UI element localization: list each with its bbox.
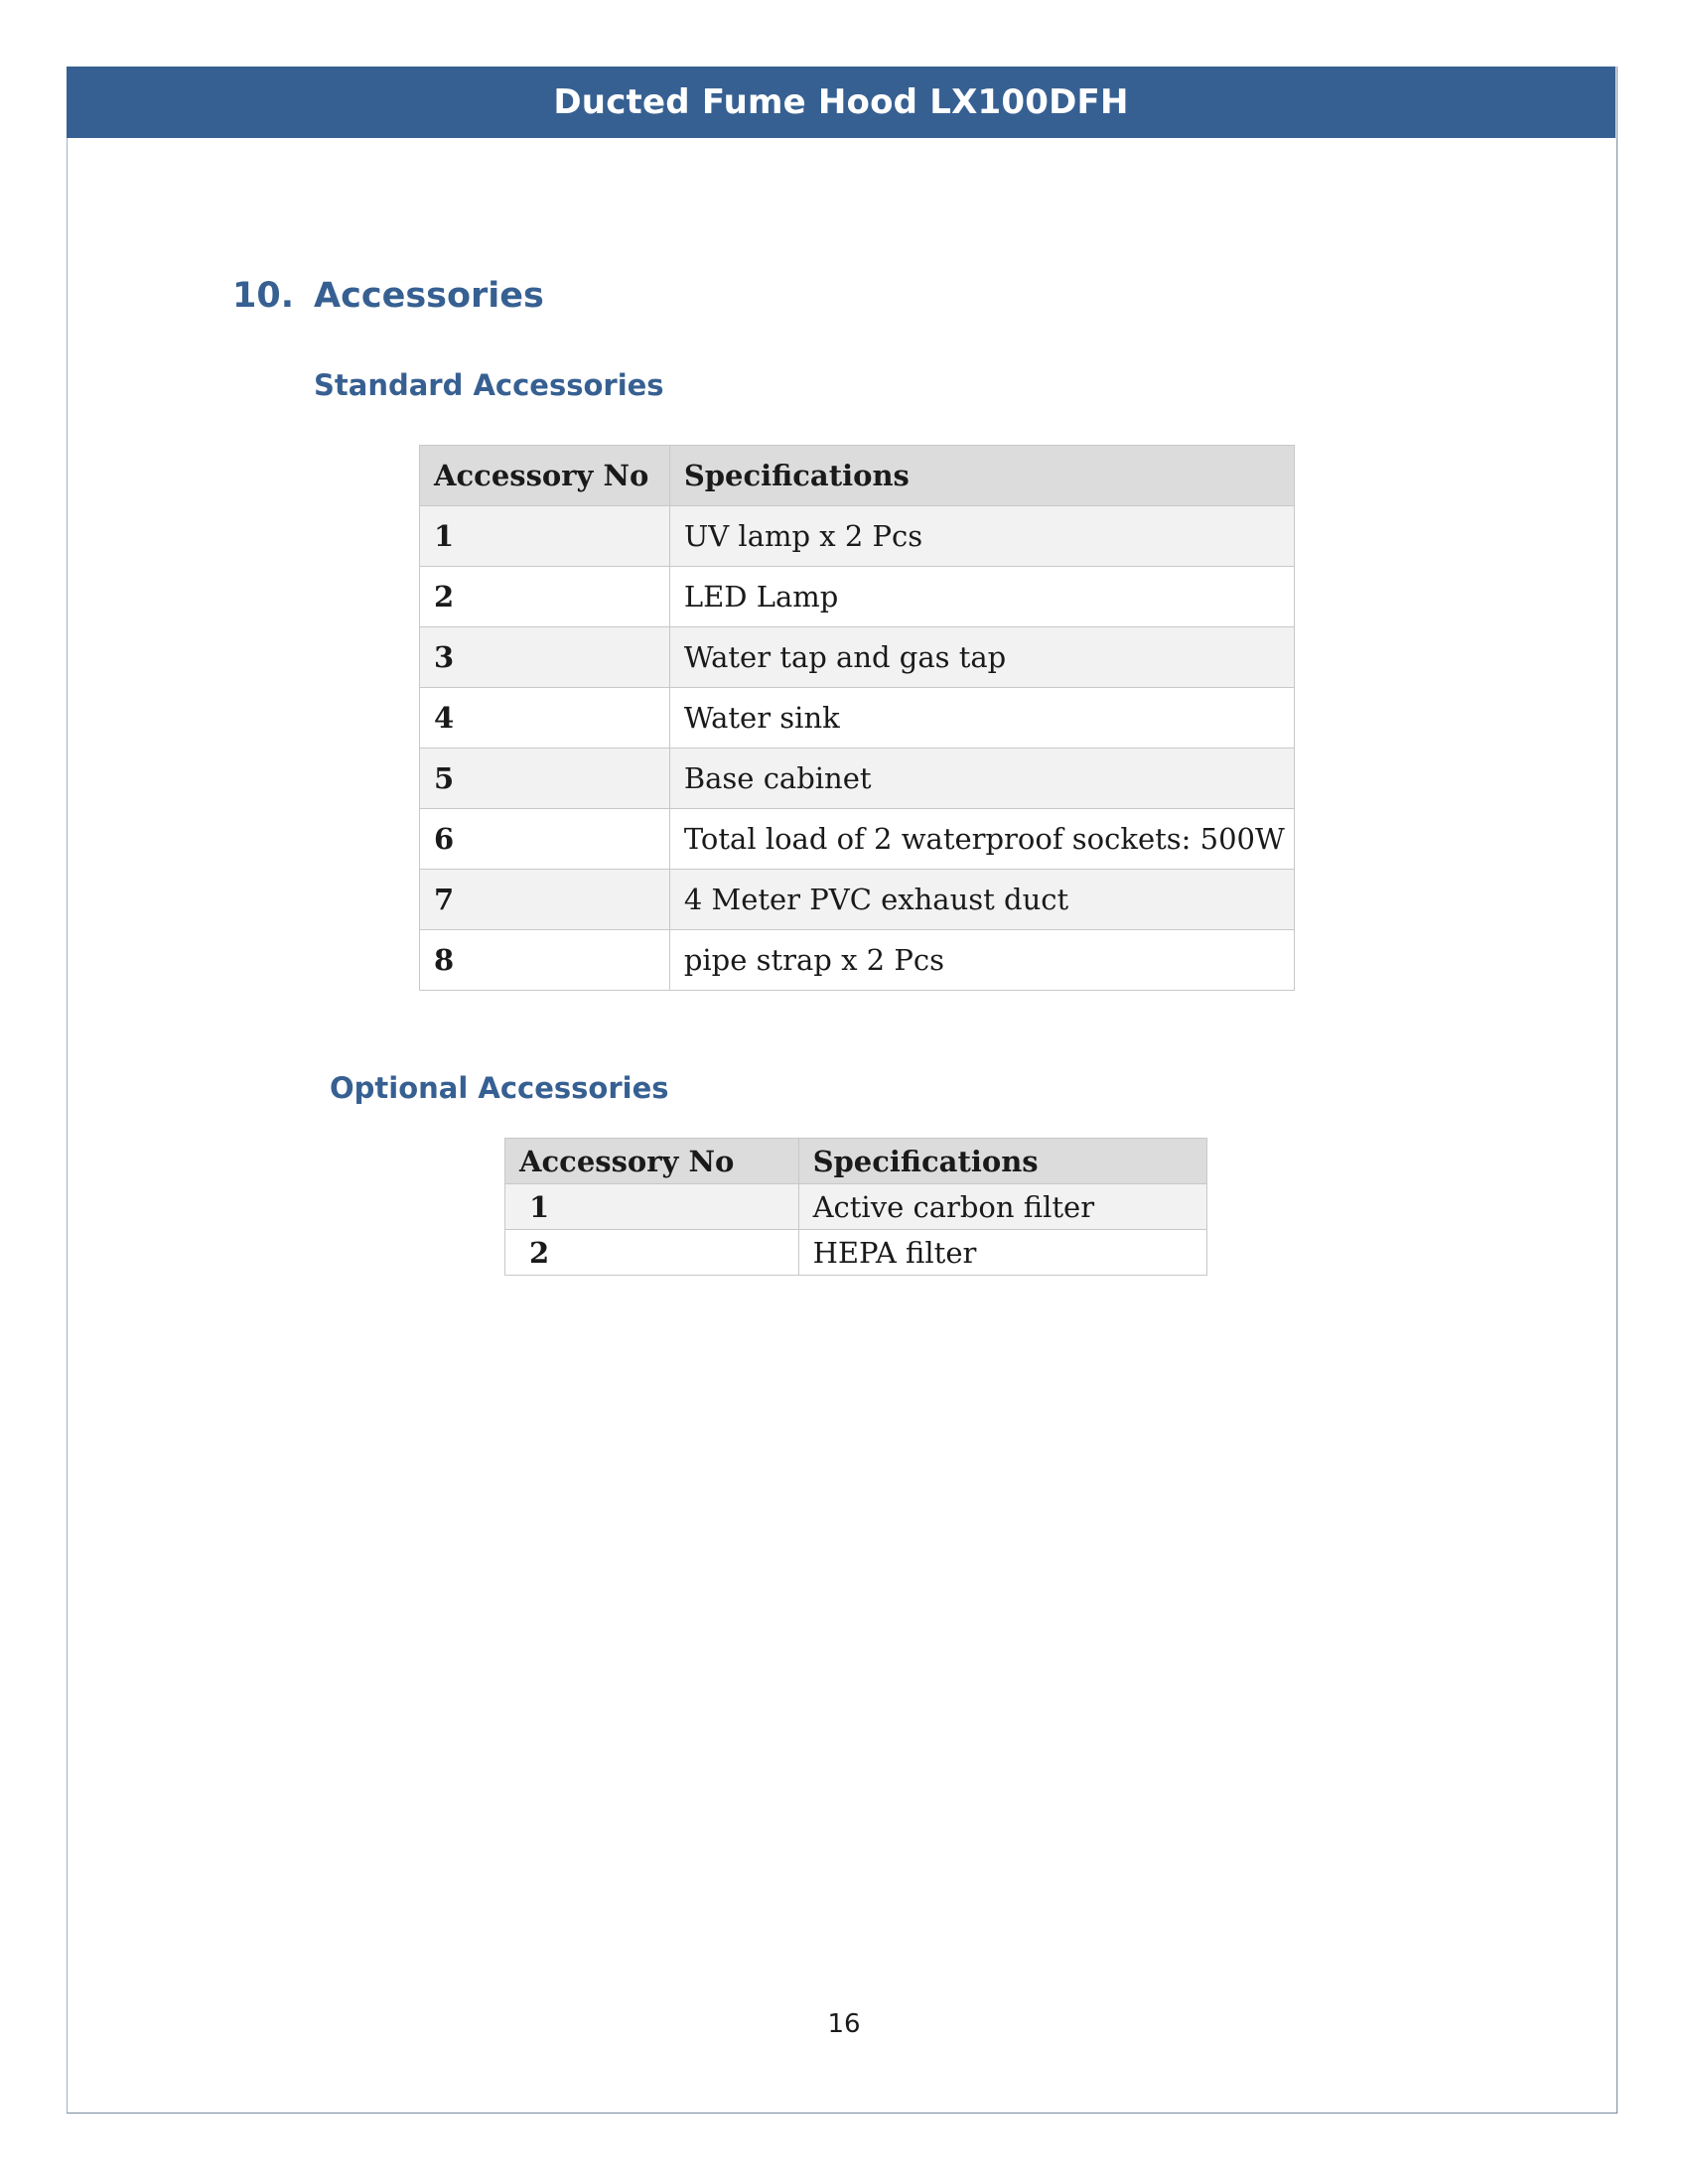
accessory-no-cell: 4 [420, 688, 670, 749]
column-header-specifications: Specifications [669, 446, 1294, 506]
specification-cell: Active carbon filter [798, 1184, 1206, 1230]
optional-accessories-table [504, 1138, 1207, 1276]
accessory-no-cell: 2 [420, 567, 670, 627]
specification-cell: 4 Meter PVC exhaust duct [669, 870, 1294, 930]
document-title: Ducted Fume Hood LX100DFH [553, 82, 1129, 122]
column-header-accessory-no: Accessory No [420, 446, 670, 506]
specification-cell: Water sink [669, 688, 1294, 749]
table-header-row [420, 446, 1295, 506]
table-row [420, 870, 1295, 930]
table-row [420, 627, 1295, 688]
column-header-accessory-no: Accessory No [505, 1139, 799, 1184]
standard-accessories-table [419, 445, 1295, 991]
table-row [420, 930, 1295, 991]
table-row [420, 567, 1295, 627]
accessory-no-cell: 1 [505, 1184, 799, 1230]
specification-cell: Total load of 2 waterproof sockets: 500W [669, 809, 1294, 870]
table-row [420, 809, 1295, 870]
table-header-row [505, 1139, 1207, 1184]
table-row [505, 1230, 1207, 1276]
table-row [420, 506, 1295, 567]
section-heading [232, 276, 544, 316]
specification-cell: Base cabinet [669, 749, 1294, 809]
accessory-no-cell: 3 [420, 627, 670, 688]
specification-cell: UV lamp x 2 Pcs [669, 506, 1294, 567]
accessory-no-cell: 1 [420, 506, 670, 567]
specification-cell: LED Lamp [669, 567, 1294, 627]
page-number: 16 [827, 2009, 861, 2039]
page-frame [67, 67, 1618, 2114]
accessory-no-cell: 2 [505, 1230, 799, 1276]
table-row [420, 688, 1295, 749]
accessory-no-cell: 5 [420, 749, 670, 809]
section-number: 10. [232, 276, 295, 316]
optional-accessories-heading: Optional Accessories [330, 1071, 669, 1105]
section-title: Accessories [314, 276, 544, 316]
table-row [420, 749, 1295, 809]
specification-cell: Water tap and gas tap [669, 627, 1294, 688]
column-header-specifications: Specifications [798, 1139, 1206, 1184]
standard-accessories-heading: Standard Accessories [314, 368, 664, 402]
specification-cell: pipe strap x 2 Pcs [669, 930, 1294, 991]
table-row [505, 1184, 1207, 1230]
accessory-no-cell: 8 [420, 930, 670, 991]
accessory-no-cell: 7 [420, 870, 670, 930]
accessory-no-cell: 6 [420, 809, 670, 870]
document-header [67, 67, 1616, 138]
specification-cell: HEPA filter [798, 1230, 1206, 1276]
